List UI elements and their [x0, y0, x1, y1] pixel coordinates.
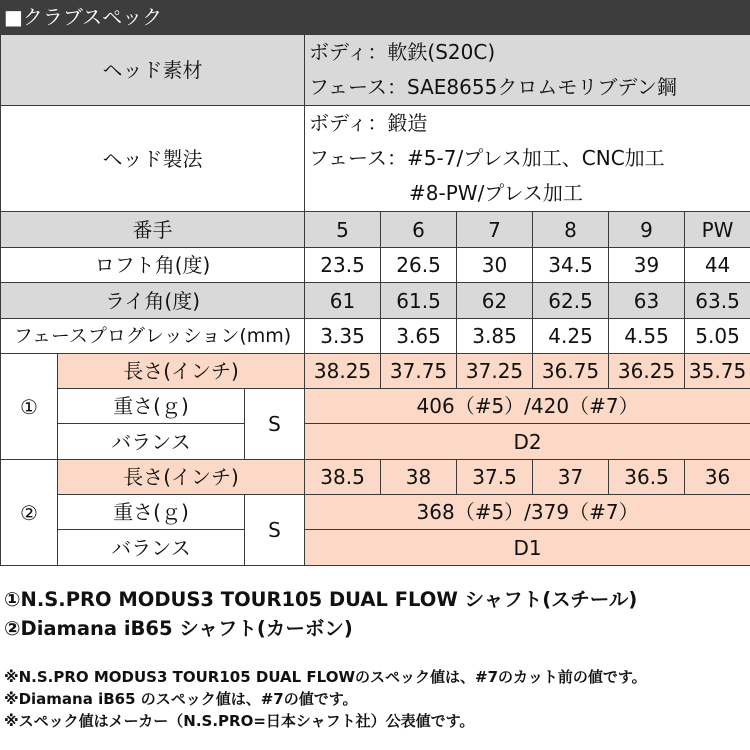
spec-cell: 8	[533, 212, 609, 248]
spec-cell: 62.5	[533, 283, 609, 319]
head-material-label: ヘッド素材	[1, 35, 305, 106]
balance-value: D1	[305, 530, 750, 566]
length-cell: 38.5	[305, 460, 381, 495]
club-spec-table	[0, 34, 750, 566]
length-cell: 36	[685, 460, 750, 495]
balance-value: D2	[305, 424, 750, 460]
spec-cell: 61.5	[381, 283, 457, 319]
spec-cell: 7	[457, 212, 533, 248]
head-material-value	[305, 35, 750, 106]
spec-cell: 3.65	[381, 319, 457, 354]
shaft1-marker: ①	[1, 354, 58, 460]
spec-row-loft	[1, 248, 750, 283]
head-method-label: ヘッド製法	[1, 106, 305, 212]
weight-value: 406（#5）/420（#7）	[305, 389, 750, 424]
shaft2-weight-row	[1, 495, 750, 530]
spec-cell: 6	[381, 212, 457, 248]
footnote: ※Diamana iB65 のスペック値は、#7の値です。	[4, 690, 358, 708]
spec-cell: 4.55	[609, 319, 685, 354]
spec-row-progression	[1, 319, 750, 354]
spec-cell: 63	[609, 283, 685, 319]
section-title: ■クラブスペック	[0, 0, 750, 34]
spec-cell: PW	[685, 212, 750, 248]
head-material-line: フェース：SAE8655クロムモリブデン鋼	[309, 75, 677, 99]
weight-label: 重さ(ｇ)	[58, 495, 245, 530]
weight-value: 368（#5）/379（#7）	[305, 495, 750, 530]
spec-cell: 3.35	[305, 319, 381, 354]
spec-cell: 9	[609, 212, 685, 248]
length-cell: 37.5	[457, 460, 533, 495]
head-method-line: #8-PW/プレス加工	[309, 181, 583, 205]
balance-label: バランス	[58, 530, 245, 566]
spec-cell: 61	[305, 283, 381, 319]
spec-cell: 26.5	[381, 248, 457, 283]
row-label: ロフト角(度)	[1, 248, 305, 283]
spec-cell: 39	[609, 248, 685, 283]
spec-cell: 62	[457, 283, 533, 319]
footnote: ※N.S.PRO MODUS3 TOUR105 DUAL FLOWのスペック値は、#7のカット前の値です。	[4, 668, 647, 686]
head-method-value	[305, 106, 750, 212]
length-label: 長さ(インチ)	[58, 354, 305, 389]
shaft-name-2: ②Diamana iB65 シャフト(カーボン)	[4, 617, 353, 640]
length-cell: 38.25	[305, 354, 381, 389]
spec-row-number	[1, 212, 750, 248]
footnotes	[4, 666, 750, 732]
shaft2-flex: S	[245, 495, 305, 566]
row-label: 番手	[1, 212, 305, 248]
weight-label: 重さ(ｇ)	[58, 389, 245, 424]
spec-cell: 23.5	[305, 248, 381, 283]
shaft2-balance-row	[1, 530, 750, 566]
spec-cell: 5.05	[685, 319, 750, 354]
spec-cell: 34.5	[533, 248, 609, 283]
length-cell: 38	[381, 460, 457, 495]
spec-cell: 44	[685, 248, 750, 283]
head-method-line: ボディ：鍛造	[309, 111, 428, 135]
spec-cell: 3.85	[457, 319, 533, 354]
spec-cell: 5	[305, 212, 381, 248]
length-cell: 35.75	[685, 354, 750, 389]
length-label: 長さ(インチ)	[58, 460, 305, 495]
balance-label: バランス	[58, 424, 245, 460]
spec-cell: 63.5	[685, 283, 750, 319]
length-cell: 36.25	[609, 354, 685, 389]
spec-cell: 4.25	[533, 319, 609, 354]
length-cell: 37	[533, 460, 609, 495]
row-label: フェースプログレッション(mm)	[1, 319, 305, 354]
length-cell: 36.75	[533, 354, 609, 389]
spec-row-lie	[1, 283, 750, 319]
shaft-names	[4, 585, 750, 643]
length-cell: 37.75	[381, 354, 457, 389]
shaft1-length-row	[1, 354, 750, 389]
head-material-line: ボディ：軟鉄(S20C)	[309, 40, 496, 64]
shaft1-weight-row	[1, 389, 750, 424]
spec-cell: 30	[457, 248, 533, 283]
shaft2-marker: ②	[1, 460, 58, 566]
footnote: ※スペック値はメーカー（N.S.PRO=日本シャフト社）公表値です。	[4, 712, 475, 730]
shaft1-balance-row	[1, 424, 750, 460]
head-method-line: フェース：#5-7/プレス加工、CNC加工	[309, 146, 665, 170]
shaft-name-1: ①N.S.PRO MODUS3 TOUR105 DUAL FLOW シャフト(スチール)	[4, 588, 638, 611]
shaft2-length-row	[1, 460, 750, 495]
row-label: ライ角(度)	[1, 283, 305, 319]
length-cell: 37.25	[457, 354, 533, 389]
length-cell: 36.5	[609, 460, 685, 495]
shaft1-flex: S	[245, 389, 305, 460]
